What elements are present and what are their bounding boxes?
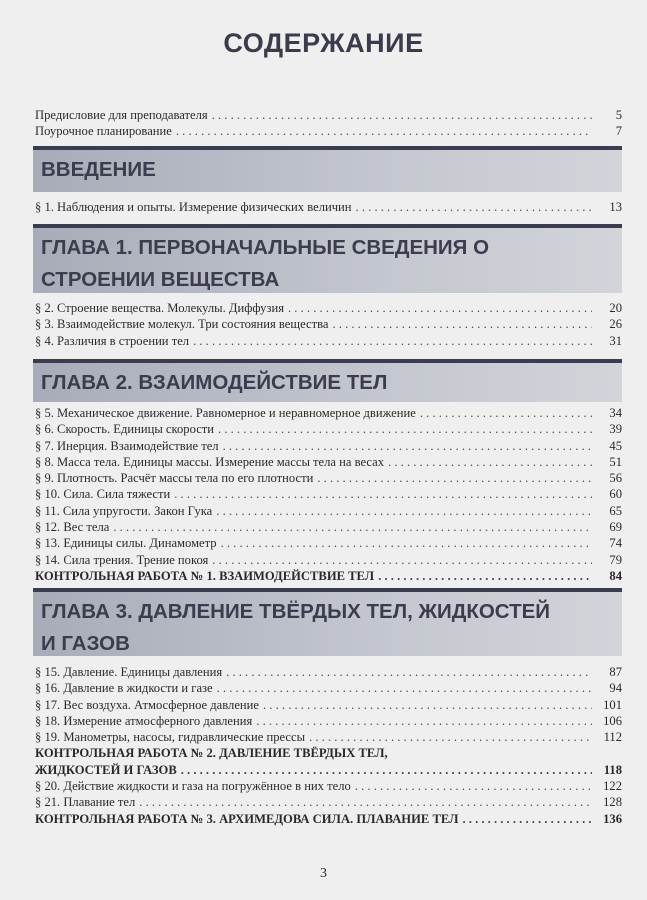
page-number: 3 [320, 866, 327, 881]
toc-entry-label: § 20. Действие жидкости и газа на погружённое в них тело [35, 779, 351, 794]
toc-entry-label: Поурочное планирование [35, 124, 172, 139]
dot-leader [212, 552, 592, 568]
dot-leader [332, 316, 592, 332]
toc-entry-page: 84 [609, 568, 622, 583]
toc-entry-label: § 10. Сила. Сила тяжести [35, 487, 171, 502]
toc-entry-page: 5 [615, 108, 622, 122]
toc-entry-label: § 2. Строение вещества. Молекулы. Диффузия [35, 301, 284, 315]
dot-leader [388, 454, 592, 470]
section-heading-chapter-2: ГЛАВА 2. ВЗАИМОДЕЙСТВИЕ ТЕЛ [33, 359, 622, 402]
toc-entry [35, 199, 622, 215]
dot-leader [420, 405, 592, 421]
toc-entry [35, 535, 622, 551]
dot-leader [217, 680, 592, 696]
toc-entry-label: § 14. Сила трения. Трение покоя [35, 552, 209, 567]
intro-entries [35, 107, 622, 140]
toc-entry-label: § 7. Инерция. Взаимодействие тел [35, 438, 219, 453]
dot-leader [263, 697, 592, 713]
toc-entry-page: 56 [609, 471, 622, 486]
toc-entry-page: 34 [609, 406, 622, 420]
dot-leader [193, 333, 592, 349]
toc-entry-page: 7 [615, 124, 622, 139]
section-entries-chapter-1 [35, 300, 622, 349]
toc-entry-page: 79 [609, 552, 622, 567]
toc-entry-label: § 16. Давление в жидкости и газе [35, 681, 213, 696]
toc-entry [35, 300, 622, 316]
toc-entry-page: 101 [603, 697, 622, 712]
toc-entry-label: § 18. Измерение атмосферного давления [35, 713, 253, 728]
dot-leader [212, 107, 592, 123]
dot-leader [174, 486, 592, 502]
dot-leader [218, 421, 592, 437]
toc-entry-label: § 12. Вес тела [35, 520, 110, 535]
dot-leader [462, 811, 592, 827]
toc-entry [35, 405, 622, 421]
dot-leader [378, 568, 592, 584]
section-heading-chapter-3: ГЛАВА 3. ДАВЛЕНИЕ ТВЁРДЫХ ТЕЛ, ЖИДКОСТЕЙ И ГАЗОВ [33, 588, 622, 656]
toc-entry-page: 136 [603, 811, 622, 826]
toc-entry-page: 26 [609, 317, 622, 332]
dot-leader [223, 438, 592, 454]
toc-entry [35, 713, 622, 729]
dot-leader [221, 535, 592, 551]
toc-entry [35, 664, 622, 680]
dot-leader [226, 664, 592, 680]
toc-entry [35, 745, 622, 761]
toc-entry [35, 811, 622, 827]
dot-leader [317, 470, 592, 486]
section-entries-chapter-3 [35, 664, 622, 827]
toc-entry-page: 31 [609, 333, 622, 348]
toc-entry-label: § 1. Наблюдения и опыты. Измерение физических величин [35, 200, 352, 214]
toc-entry-label: Предисловие для преподавателя [35, 108, 208, 122]
toc-entry [35, 486, 622, 502]
toc-entry-page: 69 [609, 520, 622, 535]
toc-entry [35, 470, 622, 486]
toc-entry [35, 552, 622, 568]
toc-entry-page: 65 [609, 503, 622, 518]
toc-entry-page: 20 [609, 301, 622, 315]
toc-entry [35, 568, 622, 584]
toc-entry-label: § 3. Взаимодействие молекул. Три состояния вещества [35, 317, 329, 332]
section-entries-chapter-2 [35, 405, 622, 584]
page-title: СОДЕРЖАНИЕ [223, 28, 424, 58]
dot-leader [309, 729, 592, 745]
toc-entry-page: 112 [603, 730, 622, 745]
toc-entry [35, 438, 622, 454]
section-heading-chapter-1: ГЛАВА 1. ПЕРВОНАЧАЛЬНЫЕ СВЕДЕНИЯ О СТРОЕНИИ ВЕЩЕСТВА [33, 224, 622, 293]
toc-entry-label: КОНТРОЛЬНАЯ РАБОТА № 2. ДАВЛЕНИЕ ТВЁРДЫХ ТЕЛ, [35, 746, 388, 761]
dot-leader [181, 762, 592, 778]
dot-leader [356, 199, 592, 215]
toc-entry [35, 503, 622, 519]
toc-entry [35, 680, 622, 696]
toc-entry-label: § 4. Различия в строении тел [35, 333, 190, 348]
toc-entry [35, 454, 622, 470]
toc-entry-label: § 6. Скорость. Единицы скорости [35, 422, 215, 437]
toc-entry [35, 421, 622, 437]
toc-entry [35, 762, 622, 778]
toc-entry-page: 74 [609, 536, 622, 551]
toc-entry-label: § 11. Сила упругости. Закон Гука [35, 503, 213, 518]
toc-entry [35, 316, 622, 332]
toc-entry-label: § 17. Вес воздуха. Атмосферное давление [35, 697, 259, 712]
dot-leader [113, 519, 592, 535]
toc-entry [35, 729, 622, 745]
toc-entry-page: 51 [609, 454, 622, 469]
toc-entry-label: § 19. Манометры, насосы, гидравлические прессы [35, 730, 306, 745]
toc-entry-label: § 9. Плотность. Расчёт массы тела по его плотности [35, 471, 314, 486]
toc-entry [35, 697, 622, 713]
toc-entry-page: 39 [609, 422, 622, 437]
toc-entry-page: 45 [609, 438, 622, 453]
toc-entry-label: ЖИДКОСТЕЙ И ГАЗОВ [35, 762, 177, 777]
dot-leader [355, 778, 592, 794]
dot-leader [256, 713, 592, 729]
dot-leader [216, 503, 592, 519]
toc-entry-page: 118 [603, 762, 622, 777]
toc-entry-page: 128 [603, 795, 622, 810]
toc-entry-label: § 13. Единицы силы. Динамометр [35, 536, 217, 551]
toc-entry-label: § 15. Давление. Единицы давления [35, 665, 223, 679]
section-heading-introduction: ВВЕДЕНИЕ [33, 146, 622, 192]
dot-leader [139, 794, 592, 810]
toc-entry-page: 87 [609, 665, 622, 679]
toc-entry-page: 94 [609, 681, 622, 696]
toc-entry-label: КОНТРОЛЬНАЯ РАБОТА № 3. АРХИМЕДОВА СИЛА. ПЛАВАНИЕ ТЕЛ [35, 811, 459, 826]
toc-entry [35, 333, 622, 349]
toc-entry [35, 107, 622, 123]
toc-entry-page: 13 [609, 200, 622, 214]
dot-leader [288, 300, 592, 316]
toc-entry-label: § 8. Масса тела. Единицы массы. Измерение массы тела на весах [35, 454, 385, 469]
toc-entry [35, 123, 622, 139]
toc-entry [35, 519, 622, 535]
toc-entry-page: 60 [609, 487, 622, 502]
toc-entry-page: 106 [603, 713, 622, 728]
toc-entry-label: § 5. Механическое движение. Равномерное и неравномерное движение [35, 406, 416, 420]
toc-entry [35, 794, 622, 810]
dot-leader [176, 123, 592, 139]
toc-entry-label: КОНТРОЛЬНАЯ РАБОТА № 1. ВЗАИМОДЕЙСТВИЕ ТЕЛ [35, 568, 375, 583]
toc-entry-page: 122 [603, 779, 622, 794]
toc-entry [35, 778, 622, 794]
section-entries-introduction [35, 199, 622, 215]
toc-entry-label: § 21. Плавание тел [35, 795, 136, 810]
